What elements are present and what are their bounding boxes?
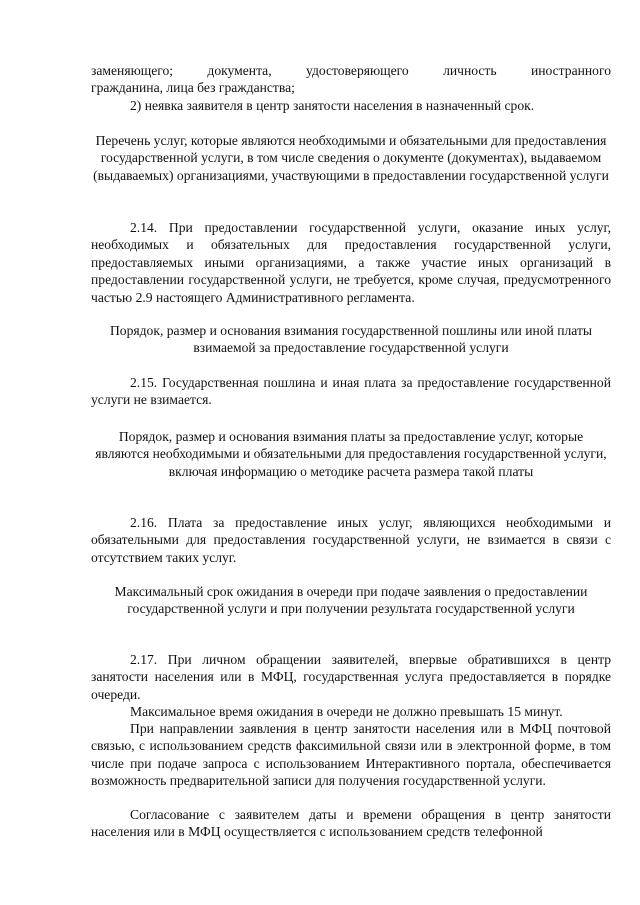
section-heading-queue-time: Максимальный срок ожидания в очереди при подаче заявления о предоставлении государственной услуги и при получении результата государственной услуги [114,584,588,617]
paragraph-max-wait: Максимальное время ожидания в очереди не должно превышать 15 минут. [130,704,563,719]
section-heading-service-fee: Порядок, размер и основания взимания платы за предоставление услуг, которые являются необходимыми и обязательными для предоставления государственной услуги, включая информацию о методике расчета размера такой платы [95,429,607,479]
paragraph-continuation [91,62,611,97]
section-heading-services-list: Перечень услуг, которые являются необходимыми и обязательными для предоставления государственной услуги, в том числе сведения о документе (документах), выдаваемом (выдаваемых) организациями, участвующими в предоставлении государственной услуги [93,133,609,183]
paragraph-2-17: 2.17. При личном обращении заявителей, впервые обратившихся в центр занятости населения или в МФЦ, государственная услуга предоставляется в порядке очереди. [91,652,611,702]
paragraph-2-16: 2.16. Плата за предоставление иных услуг, являющихся необходимыми и обязательными для предоставления государственной услуги, не взимается в связи с отсутствием таких услуг. [91,515,611,565]
paragraph-2-15: 2.15. Государственная пошлина и иная плата за предоставление государственной услуги не взимается. [91,375,611,408]
paragraph-item-2: 2) неявка заявителя в центр занятости населения в назначенный срок. [130,98,535,113]
paragraph-appointment-coordination: Согласование с заявителем даты и времени обращения в центр занятости населения или в МФЦ осуществляется с использованием средств телефонной [91,807,611,840]
section-heading-state-fee: Порядок, размер и основания взимания государственной пошлины или иной платы взимаемой за предоставление государственной услуги [109,323,593,356]
paragraph-line: гражданина, лица без гражданства; [91,80,295,96]
paragraph-pre-registration: При направлении заявления в центр занятости населения или в МФЦ почтовой связью, с использованием средств факсимильной связи или в электронной форме, в том числе при подаче запроса с использованием Интерактивного портала, обеспечивается возможность предварительной записи для получения государственной услуги. [91,721,611,789]
paragraph-2-14: 2.14. При предоставлении государственной услуги, оказание иных услуг, необходимых и обязательных для предоставления государственной услуги, предоставляемых иными организациями, а также участие иных организаций в предоставлении государственной услуги, не требуется, кроме случая, предусмотренного частью 2.9 настоящего Административного регламента. [91,220,611,305]
paragraph-line: заменяющего; документа, удостоверяющего личность иностранного [91,63,611,78]
